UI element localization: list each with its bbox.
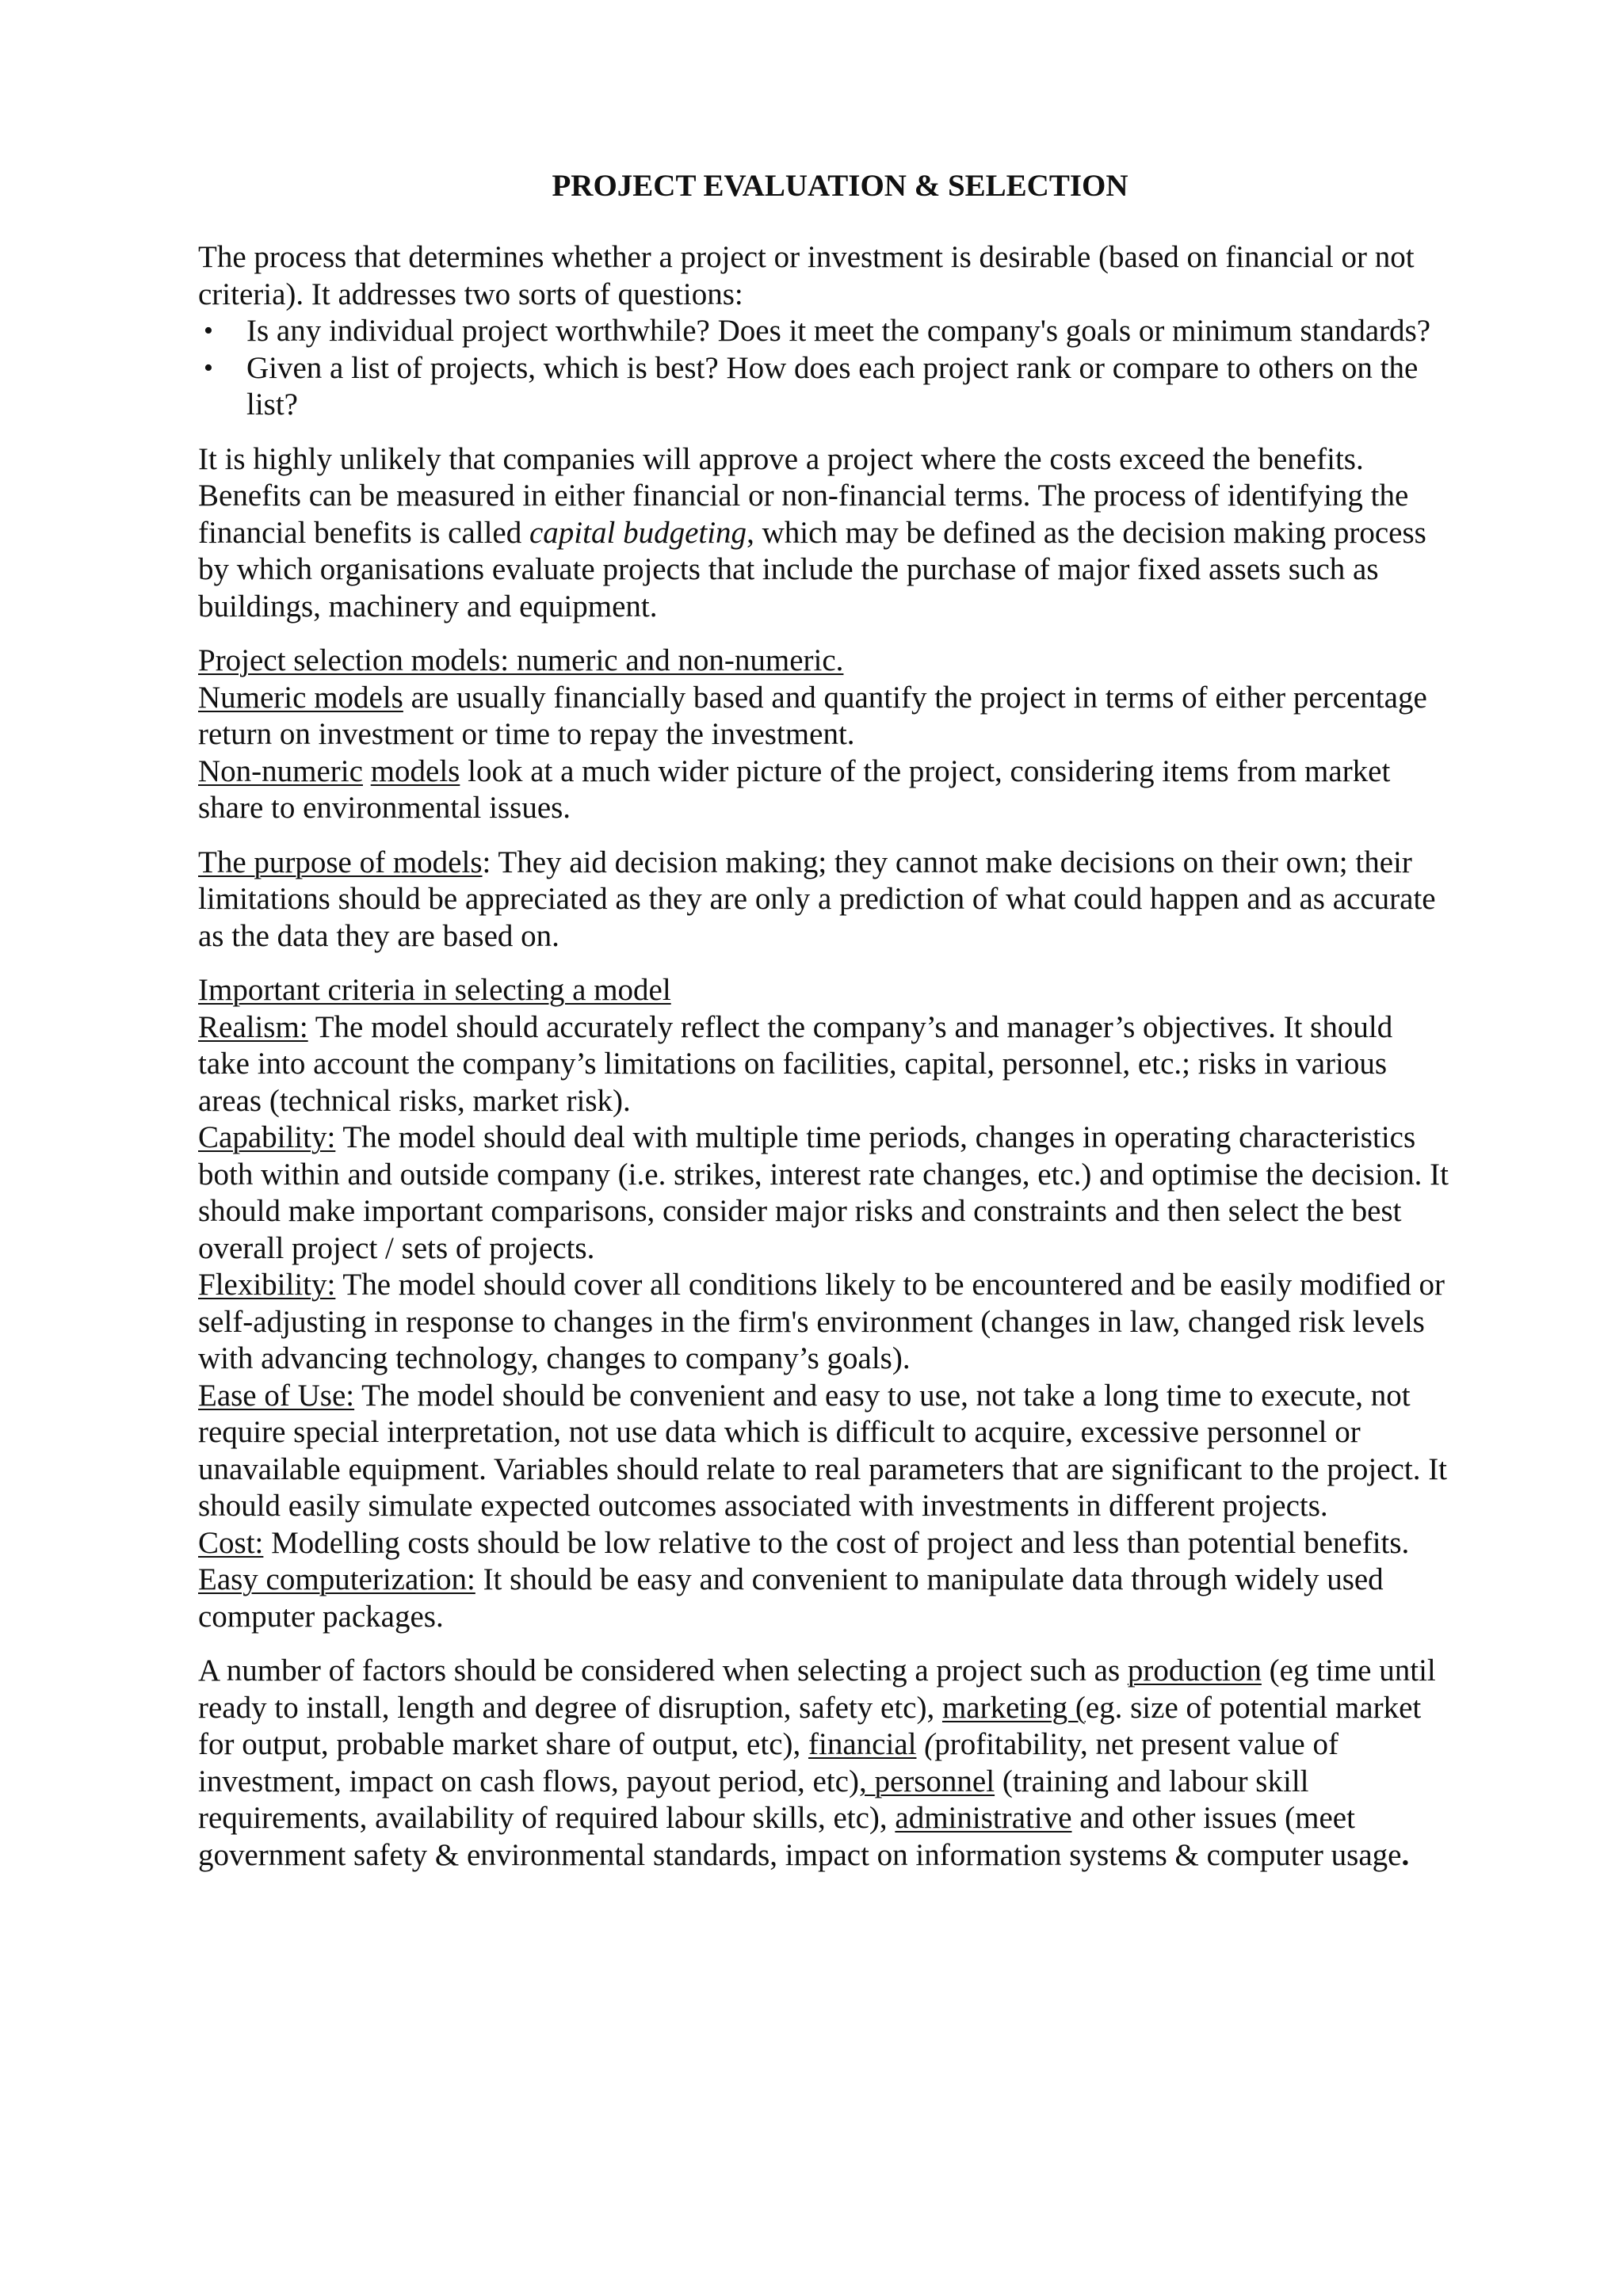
- criteria-heading-text: Important criteria in selecting a model: [198, 973, 671, 1007]
- factors-text: profitability, net present value of investment, impact on cash flows, payout period, etc): [198, 1727, 1338, 1798]
- criterion-realism: [198, 1009, 1450, 1120]
- factor-personnel: , personnel: [858, 1764, 995, 1798]
- factor-administrative: administrative: [895, 1801, 1072, 1835]
- criterion-label: Cost:: [198, 1525, 264, 1560]
- page-title: PROJECT EVALUATION & SELECTION: [552, 169, 1128, 203]
- list-item-text: Given a list of projects, which is best? How does each project rank or compare to others on the list?: [246, 350, 1419, 421]
- list-item: [198, 350, 1450, 424]
- criterion-text: It should be easy and convenient to manipulate data through widely used computer packages.: [198, 1562, 1384, 1634]
- factors-text: and other issues (meet government safety & environmental standards, impact on information systems & computer usage: [198, 1801, 1402, 1872]
- factor-marketing: marketing (: [941, 1690, 1086, 1725]
- models-label: models: [370, 753, 460, 788]
- question-list: [198, 313, 1450, 424]
- models-heading-text: Project selection models: numeric and non-numeric.: [198, 643, 844, 677]
- intro-section: [198, 239, 1450, 424]
- benefits-paragraph: [198, 441, 1450, 626]
- document-page: [198, 168, 1450, 1891]
- criterion-label: Easy computerization:: [198, 1562, 475, 1596]
- factors-text: eg. size of potential market for output, probable market share of output, etc),: [198, 1690, 1422, 1761]
- purpose-paragraph: [198, 845, 1450, 955]
- criterion-label: Realism:: [198, 1009, 308, 1044]
- criteria-section: [198, 972, 1450, 1635]
- factors-paragraph: [198, 1653, 1450, 1874]
- criterion-text: Modelling costs should be low relative to the cost of project and less than potential benefits.: [263, 1525, 1410, 1560]
- purpose-text: : They aid decision making; they cannot make decisions on their own; their limitations should be appreciated as they are only a prediction of what could happen and as accurate as the data they are based on.: [198, 845, 1436, 953]
- criterion-text: The model should be convenient and easy to use, not take a long time to execute, not require special interpretation, not use data which is difficult to acquire, excessive personnel or unavailable equipment. Variables should relate to real parameters that are significant to the project. It should easily simulate expected outcomes associated with investments in different projects.: [198, 1378, 1448, 1523]
- criteria-heading: [198, 972, 1450, 1009]
- criterion-text: The model should accurately reflect the company’s and manager’s objectives. It should take into account the company’s limitations on facilities, capital, personnel, etc.; risks in various areas (technical risks, market risk).: [198, 1009, 1393, 1118]
- factor-production: production: [1127, 1653, 1262, 1688]
- criterion-easy-computerization: [198, 1562, 1450, 1635]
- models-section: [198, 643, 1450, 827]
- criterion-text: The model should cover all conditions likely to be encountered and be easily modified or self-adjusting in response to changes in the firm's environment (changes in law, changed risk levels with advancing technology, changes to company’s goals).: [198, 1268, 1445, 1375]
- criterion-capability: [198, 1119, 1450, 1267]
- list-item-text: Is any individual project worthwhile? Does it meet the company's goals or minimum standards?: [246, 314, 1431, 348]
- purpose-label: The purpose of models: [198, 845, 483, 879]
- numeric-models-paragraph: [198, 680, 1450, 753]
- criterion-text: The model should deal with multiple time periods, changes in operating characteristics both within and outside company (i.e. strikes, interest rate changes, etc.) and optimise the decision. It should make important comparisons, consider major risks and constraints and then select the best overall project / sets of projects.: [198, 1120, 1449, 1265]
- factors-text: (eg time until ready to install, length and degree of disruption, safety etc),: [198, 1653, 1436, 1725]
- factor-financial: financial: [808, 1727, 917, 1761]
- benefits-text-cont: , which may be defined as the decision making process by which organisations evaluate projects that include the purchase of major fixed assets such as buildings, machinery and equipment.: [198, 515, 1426, 624]
- criterion-flexibility: [198, 1267, 1450, 1378]
- nonnumeric-models-paragraph: [198, 753, 1450, 827]
- factors-paren: (: [916, 1727, 935, 1761]
- criterion-label: Ease of Use:: [198, 1378, 355, 1413]
- factors-text: A number of factors should be considered when selecting a project such as: [198, 1653, 1128, 1688]
- models-heading: [198, 643, 1450, 680]
- criterion-label: Flexibility:: [198, 1268, 336, 1302]
- criterion-ease-of-use: [198, 1378, 1450, 1525]
- nonnumeric-label: Non-numeric: [198, 753, 363, 788]
- factors-text: (training and labour skill requirements, availability of required labour skills, etc),: [198, 1764, 1309, 1835]
- capital-budgeting-term: capital budgeting: [529, 515, 747, 550]
- numeric-models-text: are usually financially based and quantify the project in terms of either percentage return on investment or time to repay the investment.: [198, 680, 1427, 751]
- factors-end: .: [1401, 1837, 1410, 1872]
- numeric-models-label: Numeric models: [198, 680, 403, 715]
- criterion-label: Capability:: [198, 1120, 336, 1154]
- criterion-cost: [198, 1525, 1450, 1562]
- benefits-text: It is highly unlikely that companies will approve a project where the costs exceed the benefits. Benefits can be measured in either financial or non-financial terms. The process of identifying the financial benefits is called: [198, 441, 1409, 550]
- intro-paragraph: The process that determines whether a project or investment is desirable (based on financial or not criteria). It addresses two sorts of questions:: [198, 240, 1415, 311]
- nonnumeric-models-text: look at a much wider picture of the project, considering items from market share to environmental issues.: [198, 753, 1391, 825]
- bullet-icon: •: [204, 316, 213, 345]
- bullet-icon: •: [204, 353, 213, 383]
- list-item: [198, 313, 1450, 350]
